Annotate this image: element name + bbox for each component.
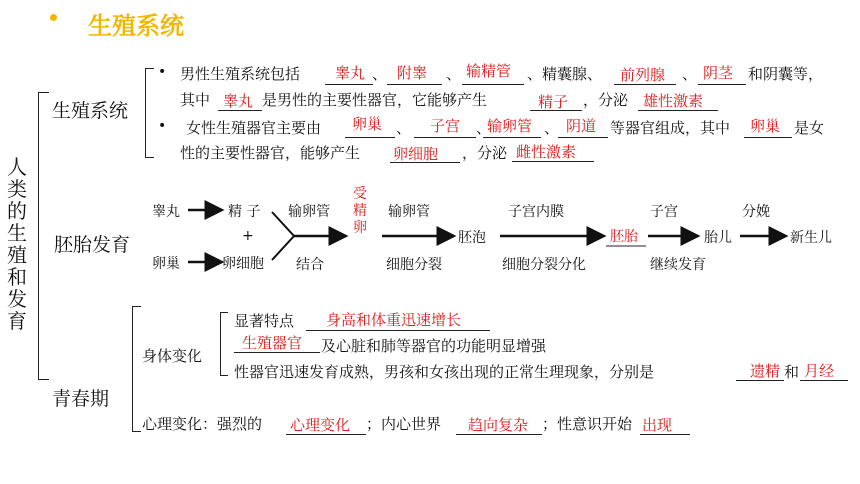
body-change-brace	[220, 312, 228, 376]
flow-sperm: 精 子	[228, 204, 261, 220]
flow-newborn: 新生儿	[790, 230, 832, 246]
female-answer-main-organ: 卵巢	[750, 117, 781, 135]
male-text: 是男性的主要性器官，它能够产生	[262, 91, 488, 109]
female-text: 等器官组成，其中	[610, 119, 731, 137]
female-text: 、	[476, 119, 492, 137]
mind-answer-appear: 出现	[642, 416, 673, 434]
male-answer-epididymis: 附睾	[397, 64, 428, 82]
blank-line	[800, 380, 848, 381]
flow-delivery: 分娩	[742, 204, 770, 220]
female-text: 、	[544, 119, 560, 137]
female-text: ，分泌	[462, 144, 508, 162]
male-answer-testis: 睾丸	[335, 64, 366, 82]
male-answer-hormone: 雄性激素	[643, 92, 704, 110]
flow-cell-division: 细胞分裂	[386, 257, 442, 273]
male-text: 、	[372, 65, 388, 83]
mind-text: ；内心世界	[366, 415, 442, 433]
male-text: ，分泌	[583, 91, 629, 109]
flow-fertilization: 结合	[296, 257, 324, 273]
flow-continue: 继续发育	[650, 257, 706, 273]
female-answer-hormone: 雌性激素	[516, 143, 577, 161]
mind-text: ；性意识开始	[542, 415, 633, 433]
vertical-title-char: 类	[7, 177, 27, 201]
vertical-title-char: 育	[7, 309, 27, 333]
flow-oviduct2: 输卵管	[388, 204, 430, 220]
section-puberty: 青春期	[52, 388, 110, 410]
female-answer-egg: 卵细胞	[393, 145, 439, 163]
mind-answer-complex: 趋向复杂	[468, 416, 529, 434]
vertical-title-char: 殖	[7, 243, 27, 267]
flow-uterus: 子宫	[650, 204, 678, 220]
female-answer-uterus: 子宫	[430, 117, 461, 135]
section-reproductive-system: 生殖系统	[52, 100, 129, 122]
male-text: 和阴囊等，	[748, 65, 824, 83]
vertical-title-char: 和	[7, 265, 27, 289]
female-text: 性的主要性器官，能够产生	[180, 144, 361, 162]
flow-blastocyst: 胚泡	[458, 230, 486, 246]
flow-division-diff: 细胞分裂分化	[502, 257, 586, 273]
flow-embryo: 胚胎	[610, 229, 638, 245]
blank-line	[640, 434, 690, 435]
flow-egg: 卵细胞	[222, 256, 264, 272]
male-text: 、	[446, 65, 462, 83]
organ-text: 及心脏和肺等器官的功能明显增强	[321, 337, 547, 355]
flow-uterine-lining: 子宫内膜	[508, 204, 564, 220]
flow-oviduct-top: 输卵管	[288, 204, 330, 220]
male-text: 、精囊腺、	[527, 65, 603, 83]
body-change-label: 身体变化	[142, 347, 203, 365]
blank-line	[306, 330, 490, 331]
female-text: 是女	[794, 119, 825, 137]
vertical-title-char: 人	[7, 155, 27, 179]
vertical-title-char: 的	[7, 199, 27, 223]
male-answer-vas-deferens: 输精管	[466, 62, 512, 80]
puberty-brace	[132, 306, 141, 432]
feature-answer: 身高和体重迅速增长	[326, 311, 462, 329]
feature-label: 显著特点	[234, 312, 295, 330]
female-text: 、	[396, 119, 412, 137]
flow-fetus: 胎儿	[704, 230, 732, 246]
blank-line	[234, 352, 320, 353]
blank-line	[456, 434, 542, 435]
page-title: 生殖系统	[88, 12, 184, 40]
female-answer-ovary: 卵巢	[352, 115, 383, 133]
male-answer-prostate: 前列腺	[620, 66, 666, 84]
male-answer-penis: 阴茎	[703, 64, 734, 82]
flow-ovary: 卵巢	[152, 256, 180, 272]
sex-text: 性器官迅速发育成熟，男孩和女孩出现的正常生理现象，分别是	[234, 363, 655, 381]
section-embryo: 胚胎发育	[54, 234, 131, 256]
answer-emission: 遗精	[750, 362, 781, 380]
vertical-title-char: 发	[7, 287, 27, 311]
vertical-title-char: 生	[7, 221, 27, 245]
flow-zygote: 受精卵	[353, 186, 367, 236]
answer-menstruation: 月经	[804, 362, 835, 380]
mind-text: 心理变化：强烈的	[142, 415, 263, 433]
male-text: 男性生殖系统包括	[180, 65, 301, 83]
male-answer-sperm: 精子	[538, 93, 569, 111]
female-text: 女性生殖器官主要由	[186, 119, 322, 137]
flow-plus: +	[242, 228, 254, 244]
male-text: 、	[682, 65, 698, 83]
blank-line	[736, 380, 784, 381]
organ-answer: 生殖器官	[242, 334, 303, 352]
female-answer-vagina: 阴道	[566, 117, 597, 135]
bullet-icon: •	[158, 64, 167, 80]
bullet-icon: •	[158, 118, 167, 134]
blank-line	[286, 434, 366, 435]
male-answer-main-organ: 睾丸	[223, 92, 254, 110]
flow-testis: 睾丸	[152, 204, 180, 220]
female-answer-oviduct: 输卵管	[487, 117, 533, 135]
and-text: 和	[784, 363, 800, 381]
male-text: 其中	[180, 91, 211, 109]
mind-answer-psych: 心理变化	[290, 416, 351, 434]
